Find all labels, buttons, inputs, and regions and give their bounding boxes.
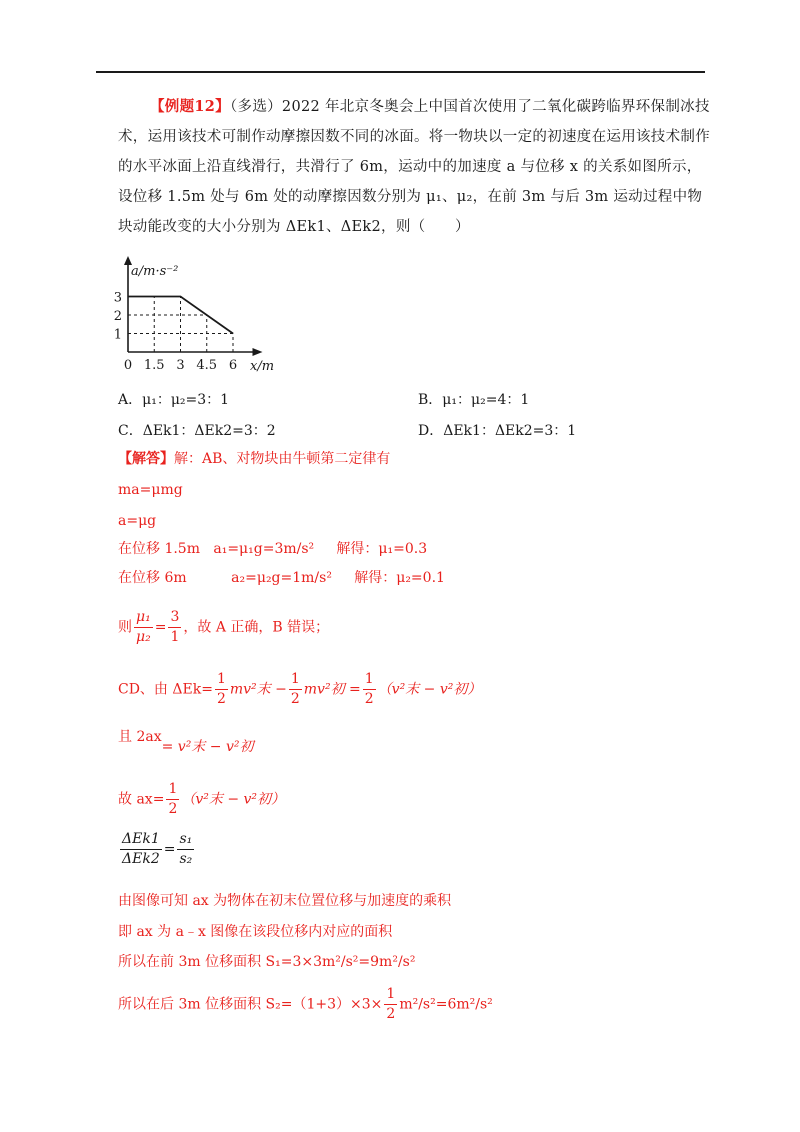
option-c: C．ΔEk1：ΔEk2=3：2 [118, 423, 276, 439]
y-tick-2: 2 [113, 309, 122, 324]
mu-ratio-fraction: $\frac{\text{μ₁}}{\text{μ₂}}$ [136, 609, 151, 645]
l4-pre: 在位移 6m [118, 570, 187, 586]
three-to-one-fraction: $\frac{3}{1}$ [170, 609, 180, 645]
l4-eq: a₂=μ₂g=1m/s² [231, 570, 332, 586]
l6-c: （v²末 − v²初） [377, 681, 482, 698]
l7-eq: = v²末 − v²初 [161, 739, 254, 755]
l6-b: mv²初 = [303, 681, 361, 698]
half-fraction-4: $\frac{1}{2}$ [168, 781, 178, 817]
answer-line12: 所以在前 3m 位移面积 S₁=3×3m²/s²=9m²/s² [118, 954, 416, 970]
answer-line7 [118, 726, 254, 755]
l6-pre: CD、由 ΔEk= [118, 681, 213, 698]
answer-tag: 【解答】 [118, 451, 174, 467]
answer-line10: 由图像可知 ax 为物体在初末位置位移与加速度的乘积 [118, 893, 452, 909]
answer-eq2: a=μg [118, 513, 157, 529]
l5-post: ，故 A 正确，B 错误； [183, 619, 330, 636]
l3-eq: a₁=μ₁g=3m/s² [213, 541, 315, 557]
y-axis-label: a/m·s⁻² [131, 264, 179, 279]
question-tag: 【例题12】 [150, 98, 230, 115]
a-x-graph [108, 256, 283, 376]
chart-grid [128, 297, 233, 353]
l5-pre: 则 [118, 619, 132, 636]
y-tick-3: 3 [113, 290, 122, 306]
answer-intro-line [118, 448, 390, 470]
chart-ticks [114, 291, 237, 374]
l13-pre: 所以在后 3m 位移面积 S₂=（1+3）×3× [118, 996, 383, 1013]
x-axis-label: x/m [250, 359, 275, 374]
l6-a: mv²末 − [229, 681, 287, 698]
l13-post: m²/s²=6m²/s² [399, 996, 493, 1013]
answer-line6 [118, 670, 481, 709]
l4-sol: 解得：μ₂=0.1 [354, 570, 445, 586]
answer-line5: 则 $\frac{\text{μ₁}}{\text{μ₂}}$ = $\frac{3}{1}$ ，故 A 正确，B 错误； [118, 609, 330, 645]
energy-ratio-fraction: $\frac{\text{ΔEk1}}{\text{ΔEk2}}$ [122, 831, 160, 867]
half-fraction-2: $\frac{1}{2}$ [290, 671, 300, 707]
x-axis-arrow [253, 348, 263, 356]
question-paragraph [118, 92, 710, 242]
option-b: B．μ₁：μ₂=4：1 [418, 392, 530, 408]
x-tick-6: 6 [228, 358, 238, 373]
answer-line3 [118, 538, 427, 560]
answer-line9: $\frac{\text{ΔEk1}}{\text{ΔEk2}}$ = $\frac{\text{s₁}}{\text{s₂}}$ [122, 831, 193, 867]
l8-post: （v²末 − v²初） [181, 791, 286, 808]
answer-line13 [118, 985, 493, 1024]
y-tick-1: 1 [113, 327, 122, 343]
answer-intro: 解：AB、对物块由牛顿第二定律有 [174, 451, 391, 467]
option-d: D．ΔEk1：ΔEk2=3：1 [418, 423, 577, 439]
half-fraction-1: $\frac{1}{2}$ [216, 671, 226, 707]
header-rule [96, 71, 705, 73]
x-tick-1.5: 1.5 [143, 358, 165, 373]
question-text: （多选）2022 年北京冬奥会上中国首次使用了二氧化碳跨临界环保制冰技术，运用该技术可制作动摩擦因数不同的冰面。将一物块以一定的初速度在运用该技术制作的水平冰面上沿直线滑行，共滑行了 6m，运动中的加速度 a 与位移 x 的关系如图所示，设位移 1.5m 处与 6m 处的动摩擦因数分别为 μ₁、μ₂，在前 3m 与后 3m 运动过程中物块动能改变的大小分别为 ΔEk1、ΔEk2，则（ ） [118, 99, 710, 235]
l7-pre: 且 2ax [118, 729, 162, 745]
area-ratio-fraction: $\frac{\text{s₁}}{\text{s₂}}$ [179, 831, 193, 867]
x-tick-0: 0 [123, 358, 133, 373]
half-fraction-5: $\frac{1}{2}$ [386, 986, 396, 1022]
l3-sol: 解得：μ₁=0.3 [336, 541, 428, 557]
option-a: A．μ₁：μ₂=3：1 [118, 392, 230, 408]
x-tick-4.5: 4.5 [196, 358, 218, 373]
answer-eq1: ma=μmg [118, 482, 183, 498]
l3-pre: 在位移 1.5m [118, 541, 200, 557]
answer-line8 [118, 780, 285, 819]
half-fraction-3: $\frac{1}{2}$ [364, 671, 374, 707]
answer-line4 [118, 567, 445, 589]
answer-line11: 即 ax 为 a﹣x 图像在该段位移内对应的面积 [118, 924, 393, 940]
x-tick-3: 3 [176, 358, 185, 373]
l8-pre: 故 ax= [118, 791, 165, 808]
